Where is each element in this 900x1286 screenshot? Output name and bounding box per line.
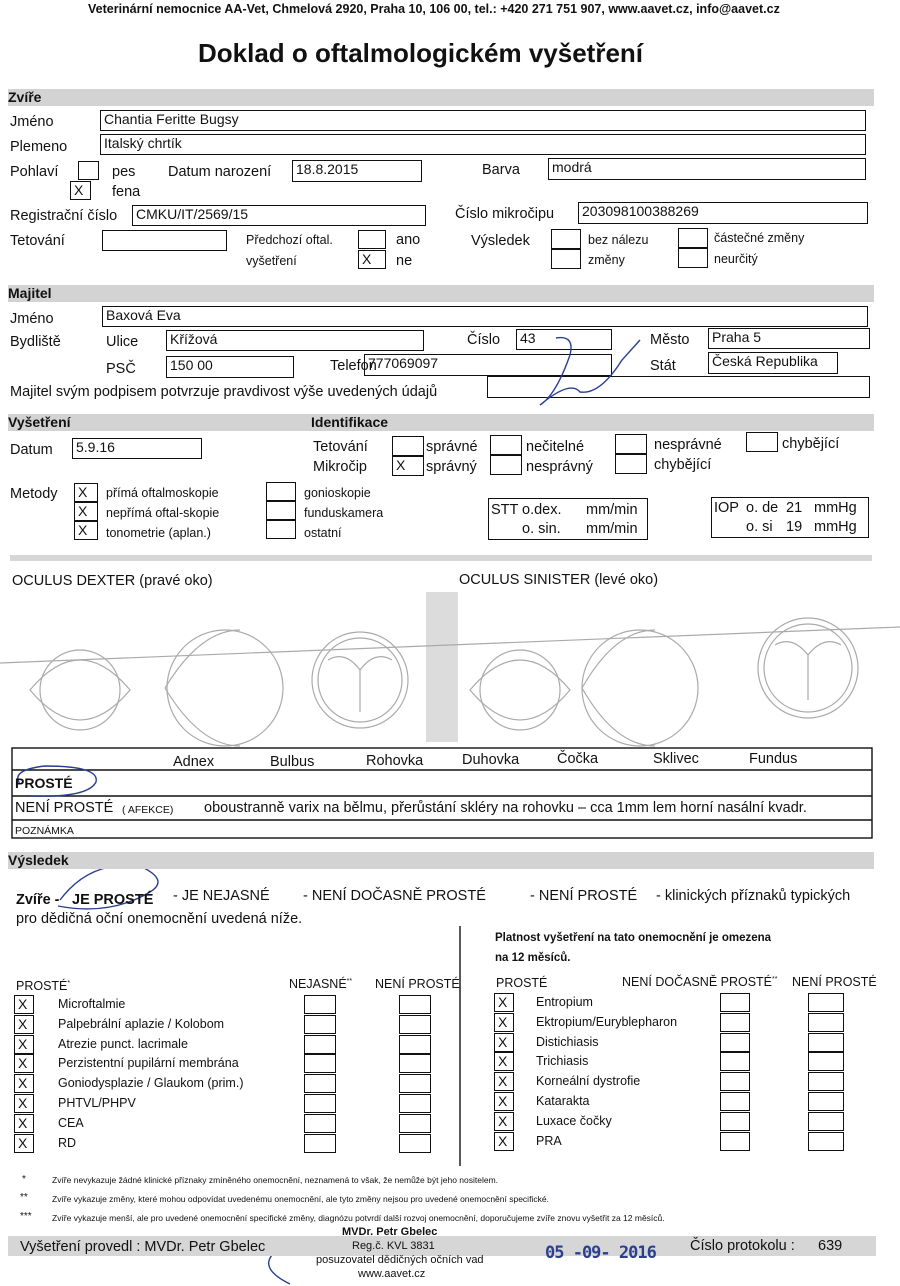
exam-date-field[interactable]: 5.9.16: [72, 438, 202, 459]
disease_right-mark-5[interactable]: X: [494, 1092, 514, 1111]
label-iop-od: o. de: [746, 500, 779, 516]
label-nespravne: nesprávné: [654, 437, 722, 453]
disease_left-col2-box-4[interactable]: [399, 1074, 431, 1093]
col-bulbus: Bulbus: [270, 754, 315, 770]
disease_right-label-3: Trichiasis: [536, 1054, 589, 1069]
examined-by: Vyšetření provedl : MVDr. Petr Gbelec: [20, 1239, 266, 1255]
stt-unit-os: mm/min: [586, 521, 638, 537]
disease_right-col1-box-0[interactable]: [720, 993, 750, 1012]
disease_right-col1-box-4[interactable]: [720, 1072, 750, 1091]
label-jmeno: Jméno: [10, 114, 54, 130]
disease_left-mark-2[interactable]: X: [14, 1035, 34, 1054]
stamp-line3: posuzovatel dědičných očních vad: [316, 1254, 484, 1266]
disease_left-col1-box-5[interactable]: [304, 1094, 336, 1113]
house-number-field[interactable]: 43: [516, 329, 612, 350]
label-necitelne: nečitelné: [526, 439, 585, 455]
owner-declaration: Majitel svým podpisem potvrzuje pravdivost výše uvedených údajů: [10, 384, 438, 400]
footnote-3: Zvíře vykazuje menší, ale pro uvedené onemocnění specifické změny, diagnózu potvrdí další rozvoj onemocnění, doporučujeme zvíře znovu vyšetřit za 12 měsíců.: [52, 1213, 665, 1223]
label-gonioskopie: gonioskopie: [304, 486, 371, 500]
disease_left-col1-box-0[interactable]: [304, 995, 336, 1014]
result-je-nejasne[interactable]: - JE NEJASNÉ: [173, 888, 270, 904]
label-tetovani-spravne: správné: [426, 439, 478, 455]
disease_left-label-6: CEA: [58, 1115, 84, 1130]
stamp-line1: MVDr. Petr Gbelec: [342, 1226, 438, 1238]
disease_right-label-4: Korneální dystrofie: [536, 1074, 641, 1089]
label-datum-narozeni: Datum narození: [168, 164, 272, 180]
label-neurcity: neurčitý: [714, 252, 758, 266]
result-neni-docasne-proste[interactable]: - NENÍ DOČASNĚ PROSTÉ: [303, 888, 486, 904]
color-field[interactable]: modrá: [548, 158, 866, 180]
result-je-proste[interactable]: JE PROSTÉ: [72, 892, 154, 908]
label-tetovani-chybejici: chybějící: [782, 436, 840, 452]
label-stt-os: o. sin.: [522, 521, 561, 537]
disease_left-col2-box-5[interactable]: [399, 1094, 431, 1113]
footnote-1: Zvíře nevykazuje žádné klinické příznaky zmíněného onemocnění, neznamená to však, že nemůže být jeho nositelem.: [52, 1175, 499, 1185]
section-majitel: Majitel: [8, 285, 874, 302]
label-stat: Stát: [650, 358, 676, 374]
checkbox-mikrocip-spravny[interactable]: X: [392, 456, 424, 476]
findings-table: [12, 748, 872, 838]
row-neni-proste[interactable]: NENÍ PROSTÉ: [15, 800, 114, 816]
label-cislo: Číslo: [467, 332, 501, 348]
label-registracni-cislo: Registrační číslo: [10, 208, 118, 224]
label-oculus-dexter: OCULUS DEXTER (pravé oko): [12, 573, 213, 589]
disease_right-col1-box-2[interactable]: [720, 1033, 750, 1052]
col-fundus: Fundus: [749, 751, 798, 767]
label-stt: STT: [491, 502, 519, 518]
label-ulice: Ulice: [106, 334, 139, 350]
disease_left-mark-3[interactable]: X: [14, 1054, 34, 1073]
label-plemeno: Plemeno: [10, 139, 68, 155]
label-zvire-result: Zvíře -: [16, 892, 60, 908]
star-right-docasne: **: [772, 975, 778, 983]
label-id-tetovani: Tetování: [313, 439, 368, 455]
label-fena: fena: [112, 184, 141, 200]
disease_left-label-7: RD: [58, 1135, 77, 1150]
disease_left-col2-box-3[interactable]: [399, 1054, 431, 1073]
header-right-docasne: NENÍ DOČASNĚ PROSTÉ**: [622, 975, 778, 989]
header-right-proste: PROSTÉ: [496, 976, 548, 990]
disease_left-mark-0[interactable]: X: [14, 995, 34, 1014]
footnote-2-symbol: **: [20, 1192, 28, 1203]
star-left-nejasne: **: [346, 977, 353, 985]
label-vysetreni: vyšetření: [246, 254, 297, 268]
disease_left-mark-5[interactable]: X: [14, 1094, 34, 1113]
label-vysetreni-datum: Datum: [10, 442, 53, 458]
checkbox-neprima-oftalskopie[interactable]: X: [74, 502, 98, 521]
disease_left-mark-1[interactable]: X: [14, 1015, 34, 1034]
disease_left-col1-box-1[interactable]: [304, 1015, 336, 1034]
stamp-line4: www.aavet.cz: [358, 1268, 426, 1280]
label-ano: ano: [396, 232, 421, 248]
validity-note-line2: na 12 měsíců.: [495, 952, 571, 964]
birth-date-field[interactable]: 18.8.2015: [292, 160, 422, 182]
clinic-header: Veterinární nemocnice AA-Vet, Chmelová 2920, Praha 10, 106 00, tel.: +420 271 751 907, www.aavet.cz, info@aavet.cz: [88, 2, 780, 16]
disease_right-mark-4[interactable]: X: [494, 1072, 514, 1091]
row-proste[interactable]: PROSTÉ: [15, 775, 73, 791]
label-metody: Metody: [10, 486, 58, 502]
section-zvire: Zvíře: [8, 89, 874, 106]
label-vysledek: Výsledek: [471, 233, 530, 249]
footnote-2: Zvíře vykazuje změny, které mohou odpovídat uvedenému onemocnění, ale tyto změny nejsou pro uvedené onemocnění specifické.: [52, 1194, 549, 1204]
label-neprima-oftalskopie: nepřímá oftal-skopie: [106, 506, 220, 520]
label-castecne-zmeny: částečné změny: [714, 231, 805, 245]
disease_right-mark-0[interactable]: X: [494, 993, 514, 1012]
od-bulbus-diagram: [167, 630, 283, 746]
section-vysetreni: Vyšetření: [8, 414, 874, 431]
disease_right-col1-box-6[interactable]: [720, 1112, 750, 1131]
disease_left-label-5: PHTVL/PHPV: [58, 1096, 136, 1110]
disease_right-label-0: Entropium: [536, 995, 593, 1009]
disease_right-col2-box-1[interactable]: [808, 1013, 844, 1032]
result-line2: pro dědičná oční onemocnění uvedená níže.: [16, 911, 303, 927]
label-prima-oftalmoskopie: přímá oftalmoskopie: [106, 486, 219, 500]
iop-od-value: 21: [786, 500, 803, 516]
result-neni-proste[interactable]: - NENÍ PROSTÉ: [530, 888, 638, 904]
row-poznamka[interactable]: POZNÁMKA: [15, 825, 74, 837]
disease_right-label-2: Distichiasis: [536, 1034, 599, 1049]
disease_right-label-1: Ektropium/Euryblepharon: [536, 1014, 678, 1029]
microchip-number-field[interactable]: 203098100388269: [578, 202, 868, 224]
label-mikrocip-chybejici: chybějící: [654, 457, 712, 473]
section-identifikace: Identifikace: [311, 414, 389, 430]
star-left-proste: *: [67, 979, 71, 987]
label-protocol-number: Číslo protokolu :: [690, 1238, 795, 1254]
col-adnex: Adnex: [173, 754, 215, 770]
label-funduskamera: funduskamera: [304, 506, 384, 520]
col-cocka: Čočka: [557, 751, 599, 767]
label-ostatni: ostatní: [304, 526, 342, 540]
disease_left-label-3: Perzistentní pupilární membrána: [58, 1056, 239, 1071]
street-field[interactable]: Křížová: [166, 330, 424, 351]
disease_right-mark-3[interactable]: X: [494, 1052, 514, 1071]
postal-code-field[interactable]: 150 00: [166, 356, 294, 378]
label-tetovani: Tetování: [10, 233, 65, 249]
header-right-neni-proste: NENÍ PROSTÉ: [792, 975, 877, 989]
label-iop: IOP: [714, 500, 739, 516]
owner-signature-scribble: [540, 338, 640, 405]
col-duhovka: Duhovka: [462, 752, 520, 768]
stt-unit-od: mm/min: [586, 502, 638, 518]
os-bulbus-diagram: [582, 630, 698, 746]
protocol-number: 639: [818, 1238, 843, 1254]
disease_left-col2-box-0[interactable]: [399, 995, 431, 1014]
registration-number-field[interactable]: CMKU/IT/2569/15: [132, 205, 426, 226]
disease_left-mark-6[interactable]: X: [14, 1114, 34, 1133]
label-mesto: Město: [650, 332, 690, 348]
label-zmeny: změny: [588, 253, 625, 267]
phone-field[interactable]: 777069097: [364, 354, 612, 376]
label-ne: ne: [396, 253, 413, 269]
disease_right-col2-box-0[interactable]: [808, 993, 844, 1012]
os-adnex-diagram: [470, 660, 570, 720]
findings-description: oboustranně varix na bělmu, přerůstání skléry na rohovku – cca 1mm lem horní nasální kvadr.: [204, 800, 807, 816]
checkbox-tonometrie[interactable]: X: [74, 521, 98, 540]
checkbox-fena[interactable]: X: [70, 181, 91, 200]
label-nespravny: nesprávný: [526, 459, 593, 475]
iop-unit-os: mmHg: [814, 519, 857, 535]
col-rohovka: Rohovka: [366, 753, 424, 769]
country-field[interactable]: Česká Republika: [708, 352, 838, 374]
disease_right-mark-7[interactable]: X: [494, 1132, 514, 1151]
city-field[interactable]: Praha 5: [708, 328, 870, 349]
section-vysledek: Výsledek: [8, 852, 874, 869]
disease_left-label-0: Microftalmie: [58, 997, 126, 1011]
disease_right-col2-box-6[interactable]: [808, 1112, 844, 1131]
disease_left-label-4: Goniodysplazie / Glaukom (prim.): [58, 1076, 244, 1091]
owner-name-field[interactable]: Baxová Eva: [102, 306, 868, 327]
col-sklivec: Sklivec: [653, 751, 699, 767]
label-psc: PSČ: [106, 361, 136, 377]
disease_right-mark-1[interactable]: X: [494, 1013, 514, 1032]
disease_left-label-1: Palpebrální aplazie / Kolobom: [58, 1016, 225, 1031]
disease_right-col1-box-5[interactable]: [720, 1092, 750, 1111]
label-iop-os: o. si: [746, 519, 773, 535]
disease_left-col1-box-2[interactable]: [304, 1035, 336, 1054]
od-adnex-diagram: [30, 660, 130, 720]
disease_right-label-6: Luxace čočky: [536, 1113, 612, 1128]
disease_right-col2-box-4[interactable]: [808, 1072, 844, 1091]
disease_left-label-2: Atrezie punct. lacrimale: [58, 1036, 188, 1051]
disease_left-col1-box-4[interactable]: [304, 1074, 336, 1093]
disease_right-col1-box-1[interactable]: [720, 1013, 750, 1032]
disease_left-mark-7[interactable]: X: [14, 1134, 34, 1153]
header-left-neni-proste: NENÍ PROSTÉ: [375, 977, 460, 991]
disease_right-label-7: PRA: [536, 1133, 562, 1148]
label-bez-nalezu: bez nálezu: [588, 233, 649, 247]
checkbox-prima-oftalmoskopie[interactable]: X: [74, 483, 98, 502]
label-id-mikrocip: Mikročip: [313, 459, 367, 475]
label-afekce: ( AFEKCE): [122, 804, 174, 816]
disease_right-col1-box-7[interactable]: [720, 1132, 750, 1151]
label-bydliste: Bydliště: [10, 334, 61, 350]
disease_right-col2-box-5[interactable]: [808, 1092, 844, 1111]
header-left-nejasne: NEJASNÉ**: [289, 977, 353, 991]
disease_left-col2-box-2[interactable]: [399, 1035, 431, 1054]
result-clinical-text: - klinických příznaků typických: [656, 888, 851, 904]
disease_left-col1-box-3[interactable]: [304, 1054, 336, 1073]
disease_right-mark-2[interactable]: X: [494, 1033, 514, 1052]
disease_right-mark-6[interactable]: X: [494, 1112, 514, 1131]
header-left-proste: PROSTÉ*: [16, 979, 71, 993]
disease_right-col2-box-7[interactable]: [808, 1132, 844, 1151]
label-telefon: Telefon: [330, 358, 377, 374]
disease_left-mark-4[interactable]: X: [14, 1074, 34, 1093]
stamp-line2: Reg.č. KVL 3831: [352, 1240, 435, 1252]
animal-name-field[interactable]: Chantia Feritte Bugsy: [100, 110, 866, 131]
label-barva: Barva: [482, 162, 520, 178]
label-predchozi: Předchozí oftal.: [246, 233, 333, 247]
disease_right-col2-box-2[interactable]: [808, 1033, 844, 1052]
iop-os-value: 19: [786, 519, 803, 535]
label-majitel-jmeno: Jméno: [10, 311, 54, 327]
label-pes: pes: [112, 164, 136, 180]
disease_left-col2-box-1[interactable]: [399, 1015, 431, 1034]
page-title: Doklad o oftalmologickém vyšetření: [198, 38, 644, 68]
validity-note-line1: Platnost vyšetření na tato onemocnění je omezena: [495, 932, 772, 944]
label-pohlavi: Pohlaví: [10, 164, 59, 180]
footnote-3-symbol: ***: [20, 1211, 32, 1222]
label-mikrocip-spravny: správný: [426, 459, 477, 475]
iop-unit-od: mmHg: [814, 500, 857, 516]
checkbox-predchozi-ne[interactable]: X: [358, 250, 386, 269]
disease_left-col1-box-7[interactable]: [304, 1134, 336, 1153]
disease_left-col2-box-6[interactable]: [399, 1114, 431, 1133]
label-tonometrie: tonometrie (aplan.): [106, 526, 211, 540]
breed-field[interactable]: Italský chrtík: [100, 134, 866, 155]
disease_left-col1-box-6[interactable]: [304, 1114, 336, 1133]
footnote-1-symbol: *: [22, 1174, 26, 1185]
disease_right-label-5: Katarakta: [536, 1094, 590, 1108]
label-cislo-mikrocipu: Číslo mikročipu: [455, 206, 555, 222]
date-stamp: 05 -09- 2016: [545, 1243, 656, 1263]
label-oculus-sinister: OCULUS SINISTER (levé oko): [459, 572, 659, 588]
label-stt-od: o.dex.: [522, 502, 562, 518]
disease_right-col2-box-3[interactable]: [808, 1052, 844, 1071]
disease_right-col1-box-3[interactable]: [720, 1052, 750, 1071]
disease_left-col2-box-7[interactable]: [399, 1134, 431, 1153]
